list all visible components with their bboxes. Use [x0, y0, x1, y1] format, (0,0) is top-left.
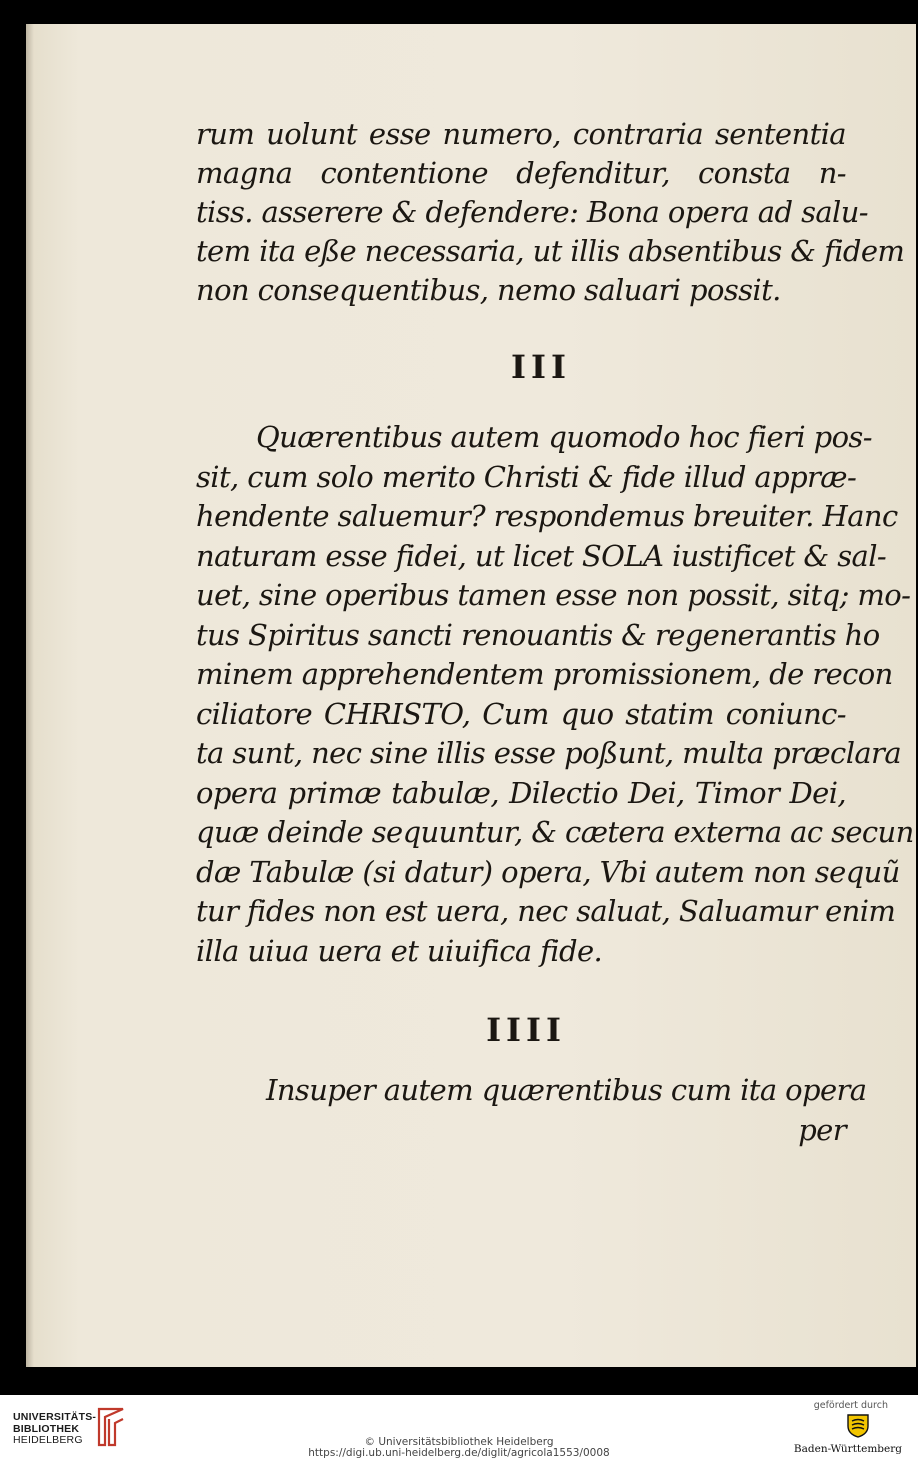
- text-line: Insuper autem quærentibus cum ita opera: [266, 1073, 867, 1107]
- library-name-line3: HEIDELBERG: [13, 1434, 83, 1446]
- text-line: opera primæ tabulæ, Dilectio Dei, Timor Dei,: [196, 775, 846, 810]
- footer-bar: [0, 1395, 918, 1462]
- funder-name: Baden-Württemberg: [793, 1443, 902, 1455]
- copyright-notice: © Universitätsbibliothek Heidelberg: [364, 1436, 554, 1448]
- text-line: ciliatore CHRISTO, Cum quo statim coniunc-: [196, 696, 846, 731]
- page-edge-shadow: [26, 24, 34, 1367]
- text-line: rum uolunt esse numero, contraria sententia: [196, 117, 846, 151]
- page-text: [196, 115, 914, 1150]
- text-line: uet, sine operibus tamen esse non possit, sitq; mo-: [196, 578, 911, 612]
- text-line: non consequentibus, nemo saluari possit.: [196, 273, 781, 307]
- text-line: quæ deinde sequuntur, & cætera externa ac secun: [196, 815, 914, 849]
- permalink-url[interactable]: https://digi.ub.uni-heidelberg.de/diglit/agricola1553/0008: [308, 1447, 610, 1459]
- text-line: tem ita eße necessaria, ut illis absentibus & fidem: [196, 234, 905, 268]
- text-line: hendente saluemur? respondemus breuiter. Hanc: [196, 499, 898, 533]
- text-line: tus Spiritus sancti renouantis & regenerantis ho: [196, 617, 880, 652]
- catchword: per: [798, 1112, 846, 1147]
- text-line: tiss. asserere & defendere: Bona opera ad salu-: [196, 195, 868, 229]
- section-heading-3: III: [511, 348, 571, 386]
- funded-by-label: gefördert durch: [813, 1400, 888, 1411]
- text-line: tur fides non est uera, nec saluat, Saluamur enim: [196, 894, 896, 928]
- paragraph-3: [196, 1071, 867, 1150]
- paragraph-1: [196, 115, 905, 310]
- text-line: sit, cum solo merito Christi & fide illud appræ-: [196, 459, 857, 494]
- text-line: minem apprehendentem promissionem, de recon: [196, 657, 893, 691]
- text-line: ta sunt, nec sine illis esse poßunt, multa præclara: [196, 736, 902, 770]
- section-heading-4: IIII: [486, 1011, 566, 1049]
- library-name-line1: UNIVERSITÄTS-: [13, 1411, 97, 1423]
- baden-wuerttemberg-coat-of-arms-icon: [845, 1412, 871, 1438]
- text-line: dæ Tabulæ (si datur) opera, Vbi autem non sequũ: [196, 854, 900, 889]
- text-line: illa uiua uera et uiuifica fide.: [196, 933, 603, 968]
- text-line: naturam esse fidei, ut licet SOLA iustificet & sal-: [196, 538, 887, 573]
- text-line: magna contentione defenditur, consta n-: [196, 156, 846, 190]
- library-name-line2: BIBLIOTHEK: [13, 1422, 80, 1435]
- text-line: Quærentibus autem quomodo hoc fieri pos-: [256, 420, 872, 454]
- paragraph-2: [196, 418, 914, 971]
